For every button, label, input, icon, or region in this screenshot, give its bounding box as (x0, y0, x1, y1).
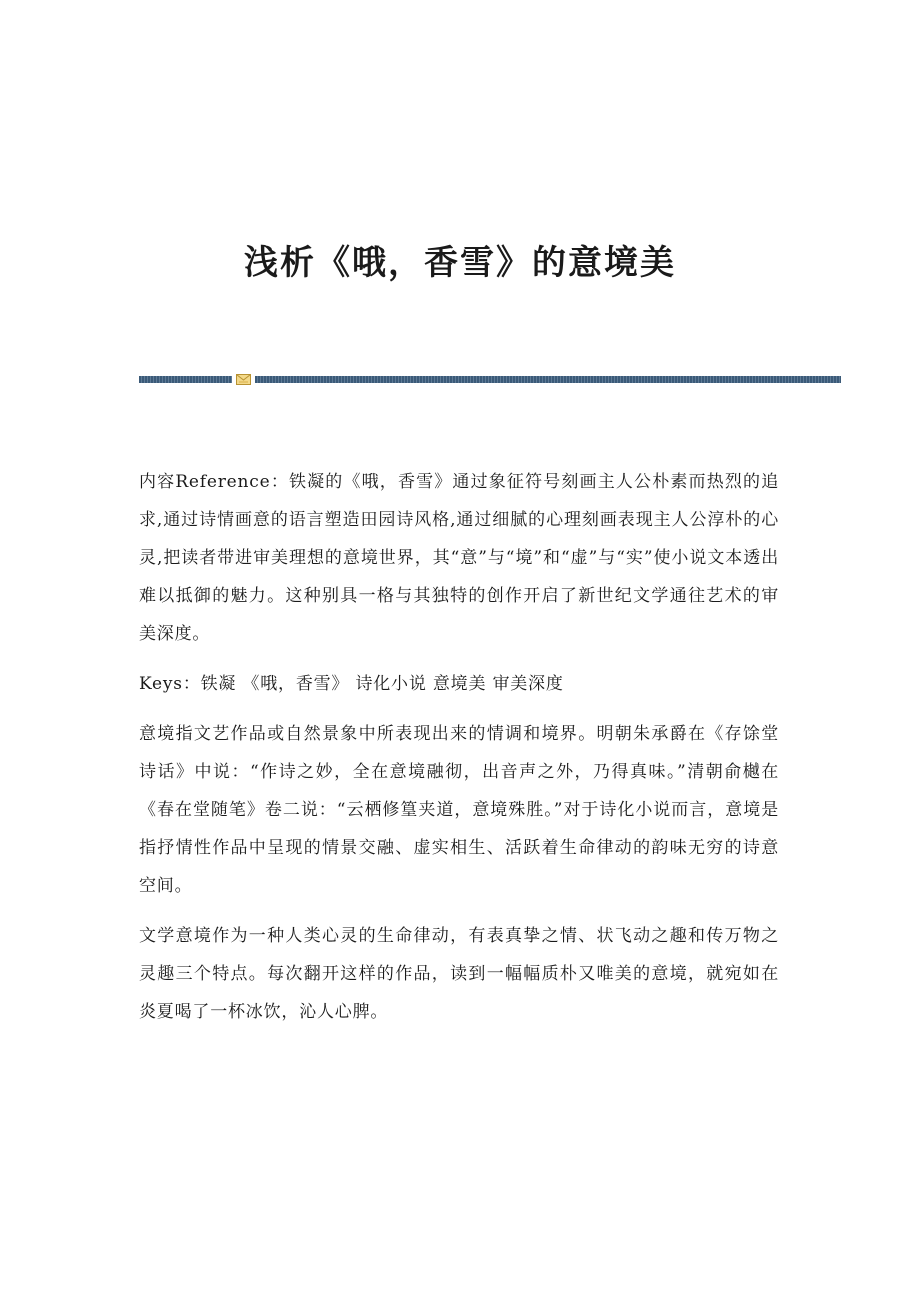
body-paragraph: 文学意境作为一种人类心灵的生命律动，有表真挚之情、状飞动之趣和传万物之灵趣三个特点。每次翻开这样的作品，读到一幅幅质朴又唯美的意境，就宛如在炎夏喝了一杯冰饮，沁人心脾。 (139, 926, 779, 1022)
body-paragraph: 意境指文艺作品或自然景象中所表现出来的情调和境界。明朝朱承爵在《存馀堂诗话》中说：“作诗之妙，全在意境融彻，出音声之外，乃得真味。”清朝俞樾在《春在堂随笔》卷二说：“云栖修篁夹道，意境殊胜。”对于诗化小说而言，意境是指抒情性作品中呈现的情景交融、虚实相生、活跃着生命律动的韵味无穷的诗意空间。 (139, 724, 779, 896)
divider-bar-right (255, 376, 841, 383)
divider-bar-left (139, 376, 232, 383)
abstract-paragraph: 内容Reference：铁凝的《哦，香雪》通过象征符号刻画主人公朴素而热烈的追求,通过诗情画意的语言塑造田园诗风格,通过细腻的心理刻画表现主人公淳朴的心灵,把读者带进审美理想的意境世界，其“意”与“境”和“虚”与“实”使小说文本透出难以抵御的魅力。这种别具一格与其独特的创作开启了新世纪文学通往艺术的审美深度。 (139, 472, 779, 644)
document-title: 浅析《哦，香雪》的意境美 (244, 242, 676, 283)
document-body (139, 463, 779, 1043)
keywords-paragraph: Keys：铁凝 《哦，香雪》 诗化小说 意境美 审美深度 (139, 674, 564, 694)
title-divider (139, 374, 841, 384)
envelope-ornament-icon (236, 374, 251, 385)
